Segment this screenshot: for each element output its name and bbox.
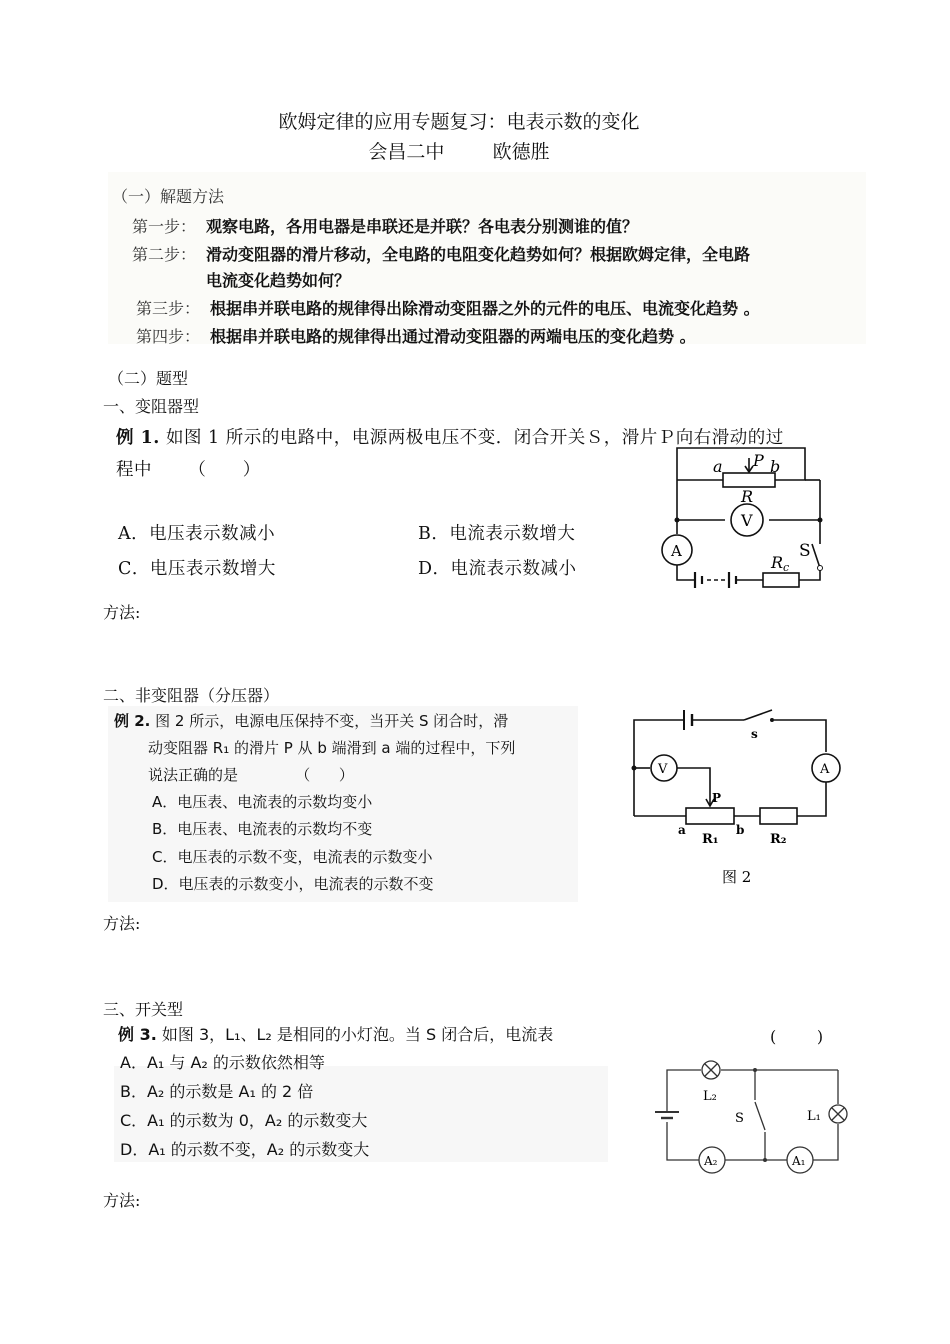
rheostat-r1 bbox=[686, 808, 734, 824]
label-v: V bbox=[741, 511, 753, 530]
step4-text: 根据串并联电路的规律得出通过滑动变阻器的两端电压的变化趋势 。 bbox=[210, 327, 696, 346]
label-p2: P bbox=[712, 791, 722, 805]
example2-option-c: C．电压表的示数不变，电流表的示数变小 bbox=[152, 848, 433, 866]
example1-option-b: B．电流表示数增大 bbox=[418, 524, 576, 544]
example2-text-cont: 动变阻器 R₁ 的滑片 P 从 b 端滑到 a 端的过程中，下列 bbox=[148, 739, 516, 757]
example2-option-a: A．电压表、电流表的示数均变小 bbox=[152, 793, 373, 811]
resistor-r2 bbox=[760, 808, 797, 824]
label-a2: A bbox=[820, 762, 830, 777]
example3-option-d: D．A₁ 的示数不变，A₂ 的示数变大 bbox=[120, 1140, 370, 1159]
example3-option-b: B．A₂ 的示数是 A₁ 的 2 倍 bbox=[120, 1082, 314, 1101]
switch-s3 bbox=[755, 1102, 765, 1130]
author-text: 会昌二中 欧德胜 bbox=[368, 141, 550, 163]
example3-option-a: A．A₁ 与 A₂ 的示数依然相等 bbox=[120, 1053, 325, 1072]
methods-box bbox=[108, 172, 866, 344]
example2-option-b: B．电压表、电流表的示数均不变 bbox=[152, 820, 373, 838]
example3-label: 例 3. bbox=[118, 1025, 157, 1044]
part2-method-label: 方法: bbox=[103, 914, 141, 933]
part3-method-label: 方法: bbox=[103, 1191, 141, 1210]
figure2-caption: 图 2 bbox=[722, 868, 752, 886]
example3-question bbox=[118, 1022, 553, 1045]
part1-heading: 一、变阻器型 bbox=[103, 397, 200, 416]
label-b-end: b bbox=[736, 823, 745, 837]
methods-heading: （一）解题方法 bbox=[112, 187, 225, 206]
label-a1: A₁ bbox=[792, 1154, 806, 1168]
label-s: S bbox=[799, 541, 811, 561]
step4-label: 第四步： bbox=[136, 327, 201, 346]
example1-option-c: C．电压表示数增大 bbox=[118, 559, 276, 579]
types-heading: （二）题型 bbox=[108, 369, 189, 388]
step2-label: 第二步： bbox=[132, 245, 197, 264]
example3-text: 如图 3，L₁、L₂ 是相同的小灯泡。当 S 闭合后，电流表 bbox=[161, 1025, 554, 1044]
rheostat-r bbox=[723, 473, 775, 487]
resistor-rc bbox=[763, 573, 799, 587]
example2-text-cont2: 说法正确的是 （ ） bbox=[148, 766, 354, 784]
label-rc: Rc bbox=[771, 553, 790, 574]
label-r1: R₁ bbox=[702, 832, 719, 847]
part1-method-label: 方法: bbox=[103, 603, 141, 622]
example2-text: 图 2 所示，电源电压保持不变，当开关 S 闭合时，滑 bbox=[155, 712, 509, 730]
example3-option-c: C．A₁ 的示数为 0，A₂ 的示数变大 bbox=[120, 1111, 368, 1130]
circuit-figure-1 bbox=[655, 440, 835, 590]
label-s3: S bbox=[735, 1111, 744, 1126]
step2-text: 滑动变阻器的滑片移动，全电路的电阻变化趋势如何？根据欧姆定律，全电路 bbox=[206, 245, 751, 264]
label-l1: L₁ bbox=[807, 1109, 821, 1124]
label-a: a bbox=[713, 457, 723, 476]
label-ammeter: A bbox=[671, 542, 682, 560]
example1-text-cont: 程中 （ ） bbox=[116, 460, 261, 480]
example2-option-d: D．电压表的示数变小，电流表的示数不变 bbox=[152, 875, 434, 893]
example1-text: 如图 1 所示的电路中，电源两极电压不变．闭合开关Ｓ，滑片Ｐ向右滑动的过 bbox=[165, 428, 784, 448]
document-title: 欧姆定律的应用专题复习：电表示数的变化 bbox=[278, 111, 640, 133]
circuit-figure-2 bbox=[622, 704, 842, 894]
circuit-figure-3 bbox=[645, 1060, 855, 1180]
label-r: R bbox=[741, 487, 754, 506]
example3-paren: ( ) bbox=[770, 1027, 824, 1046]
step3-label: 第三步： bbox=[136, 299, 201, 318]
example2-label: 例 2. bbox=[114, 712, 151, 730]
label-a-end: a bbox=[678, 823, 686, 837]
label-r2: R₂ bbox=[770, 832, 787, 847]
author-line bbox=[0, 137, 918, 164]
step3-text: 根据串并联电路的规律得出除滑动变阻器之外的元件的电压、电流变化趋势 。 bbox=[210, 299, 760, 318]
label-a2-3: A₂ bbox=[704, 1154, 718, 1168]
example1-label: 例 1. bbox=[116, 428, 160, 448]
step2-text-cont: 电流变化趋势如何？ bbox=[206, 271, 351, 290]
step1-text: 观察电路，各用电器是串联还是并联？各电表分别测谁的值？ bbox=[206, 217, 639, 236]
label-l2: L₂ bbox=[703, 1089, 717, 1104]
part3-heading: 三、开关型 bbox=[103, 1000, 184, 1019]
label-b: b bbox=[770, 457, 781, 476]
switch-s bbox=[812, 544, 820, 568]
label-v2: V bbox=[658, 762, 668, 777]
part2-heading: 二、非变阻器（分压器） bbox=[103, 686, 280, 705]
step1-label: 第一步： bbox=[132, 217, 197, 236]
example1-option-a: A．电压表示数减小 bbox=[118, 524, 276, 544]
example1-option-d: D．电流表示数减小 bbox=[418, 559, 577, 579]
label-p: P bbox=[753, 451, 764, 470]
label-s2: s bbox=[751, 727, 758, 741]
switch-s2 bbox=[744, 710, 772, 720]
example2-question bbox=[114, 710, 508, 731]
